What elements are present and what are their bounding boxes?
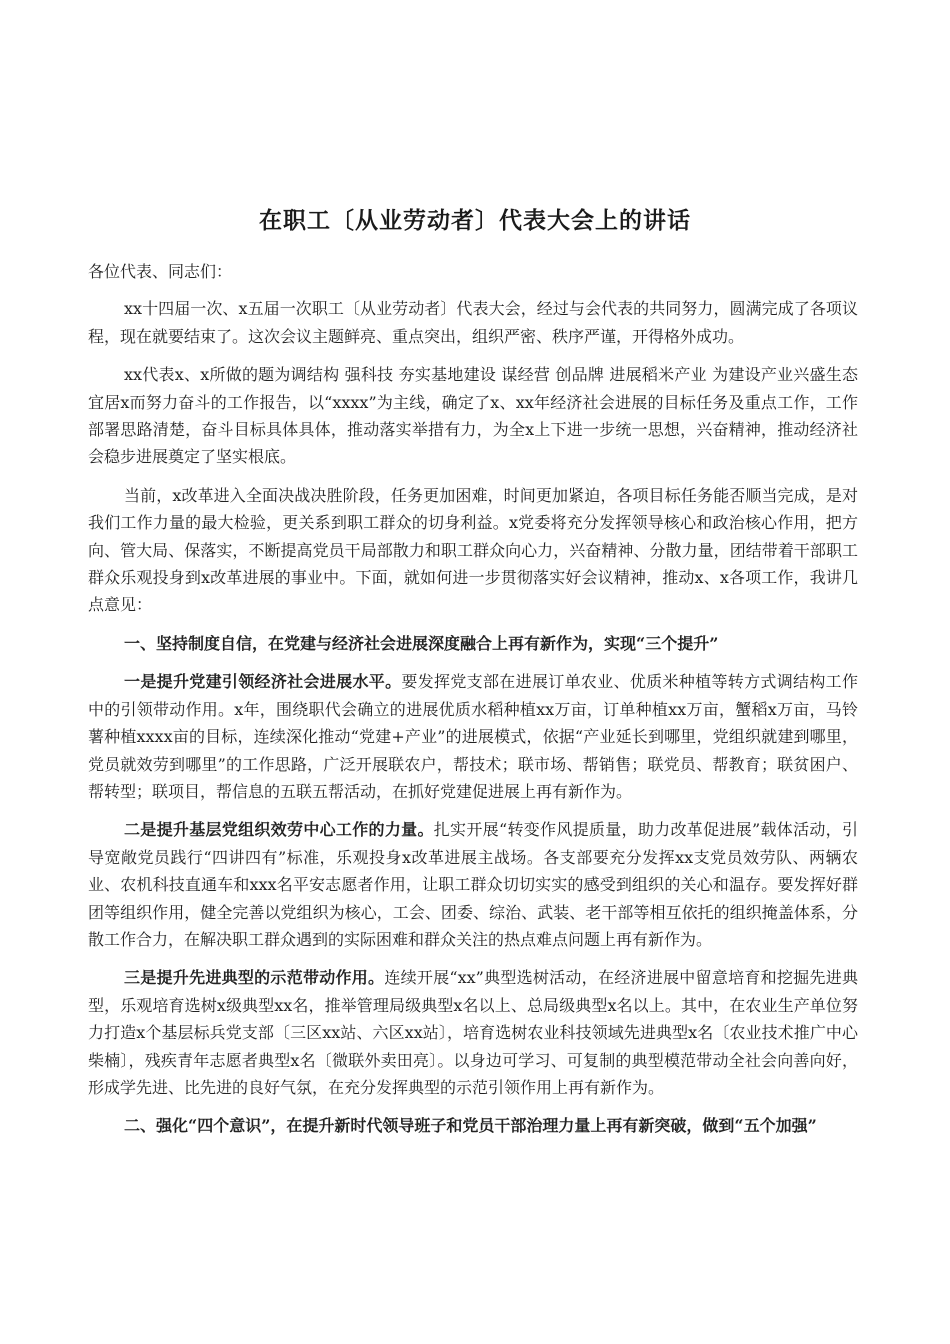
paragraph-2: xx代表x、x所做的题为调结构 强科技 夯实基地建设 谋经营 创品牌 进展稻米产业 为建设产业兴盛生态宜居x而努力奋斗的工作报告，以“xxxx”为主线，确定了x、xx年经济社会进展的目标任务及重点工作，工作部署思路清楚，奋斗目标具体具体，推动落实举措有力，为全x上下进一步统一思想，兴奋精神，推动经济社会稳步进展奠定了坚实根底。 bbox=[88, 365, 858, 467]
paragraph-5 bbox=[88, 816, 858, 953]
paragraph-6 bbox=[88, 964, 858, 1101]
document-title: 在职工〔从业劳动者〕代表大会上的讲话 bbox=[259, 207, 691, 234]
paragraph-4-text: 要发挥党支部在进展订单农业、优质米种植等转方式调结构工作中的引领带动作用。x年，围绕职代会确立的进展优质水稻种植xx万亩，订单种植xx万亩，蟹稻x万亩，马铃薯种植xxxx亩的目标，连续深化推动“党建+产业”的进展模式，依据“产业延长到哪里，党组织就建到哪里，党员就效劳到哪里”的工作思路，广泛开展联农户，帮技术；联市场、帮销售；联党员、帮教育；联贫困户、帮转型；联项目，帮信息的五联五帮活动，在抓好党建促进展上再有新作为。 bbox=[88, 672, 858, 801]
paragraph-5-text: 扎实开展“转变作风提质量，助力改革促进展”载体活动，引导宽敞党员践行“四讲四有”标准，乐观投身x改革进展主战场。各支部要充分发挥xx支党员效劳队、两辆农业、农机科技直通车和xxx名平安志愿者作用，让职工群众切切实实的感受到组织的关心和温存。要发挥好群团等组织作用，健全完善以党组织为核心，工会、团委、综治、武装、老干部等相互依托的组织掩盖体系，分散工作合力，在解决职工群众遇到的实际困难和群众关注的热点难点问题上再有新作为。 bbox=[88, 820, 858, 949]
paragraph-1: xx十四届一次、x五届一次职工〔从业劳动者〕代表大会，经过与会代表的共同努力，圆满完成了各项议程，现在就要结束了。这次会议主题鲜亮、重点突出，组织严密、秩序严谨，开得格外成功。 bbox=[88, 299, 858, 346]
paragraph-3: 当前，x改革进入全面决战决胜阶段，任务更加困难，时间更加紧迫，各项目标任务能否顺当完成，是对我们工作力量的最大检验，更关系到职工群众的切身利益。x党委将充分发挥领导核心和政治核心作用，把方向、管大局、保落实，不断提高党员干局部散力和职工群众向心力，兴奋精神、分散力量，团结带着干部职工群众乐观投身到x改革进展的事业中。下面，就如何进一步贯彻落实好会议精神，推动x、x各项工作，我讲几点意见： bbox=[88, 485, 858, 615]
salutation: 各位代表、同志们： bbox=[88, 262, 233, 281]
document-body bbox=[88, 258, 858, 1151]
paragraph-4-lead: 一是提升党建引领经济社会进展水平。 bbox=[124, 672, 402, 692]
paragraph-6-text: 连续开展“xx”典型选树活动，在经济进展中留意培育和挖掘先进典型，乐观培育选树x级典型xx名，推举管理局级典型x名以上、总局级典型x名以上。其中，在农业生产单位努力打造x个基层标兵党支部〔三区xx站、六区xx站〕，培育选树农业科技领域先进典型x名〔农业技术推广中心柴楠〕，残疾青年志愿者典型x名〔微联外卖田亮〕。以身边可学习、可复制的典型模范带动全社会向善向好，形成学先进、比先进的良好气氛，在充分发挥典型的示范引领作用上再有新作为。 bbox=[88, 968, 858, 1097]
section-heading-2: 二、强化“四个意识”，在提升新时代领导班子和党员干部治理力量上再有新突破，做到“五个加强” bbox=[124, 1116, 817, 1136]
section-heading-1: 一、坚持制度自信，在党建与经济社会进展深度融合上再有新作为，实现“三个提升” bbox=[124, 633, 719, 653]
paragraph-5-lead: 二是提升基层党组织效劳中心工作的力量。 bbox=[124, 820, 434, 840]
paragraph-6-lead: 三是提升先进典型的示范带动作用。 bbox=[124, 968, 385, 988]
paragraph-4 bbox=[88, 668, 858, 805]
